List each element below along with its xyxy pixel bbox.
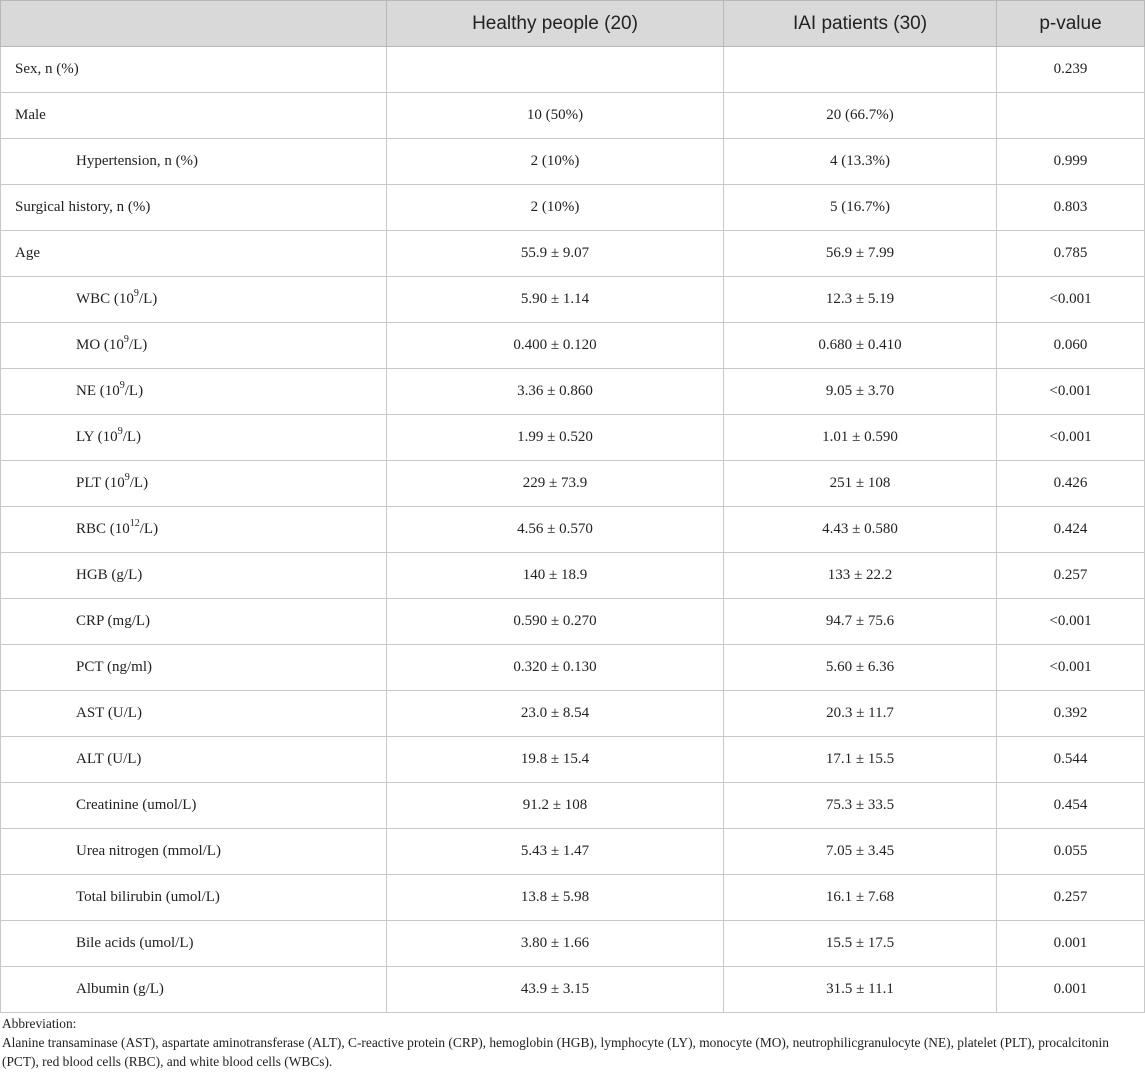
iai-value: 75.3 ± 33.5 [724, 783, 997, 829]
iai-value: 56.9 ± 7.99 [724, 231, 997, 277]
p-value: 0.803 [997, 185, 1145, 231]
p-value: 0.055 [997, 829, 1145, 875]
row-label [1, 323, 387, 369]
iai-value: 133 ± 22.2 [724, 553, 997, 599]
healthy-value: 23.0 ± 8.54 [387, 691, 724, 737]
header-p-value: p-value [997, 1, 1145, 47]
p-value: <0.001 [997, 599, 1145, 645]
label-superscript: 9 [117, 426, 123, 437]
label-superscript: 9 [123, 334, 129, 345]
table-row [1, 185, 1145, 231]
table-row [1, 231, 1145, 277]
healthy-value: 55.9 ± 9.07 [387, 231, 724, 277]
iai-value: 17.1 ± 15.5 [724, 737, 997, 783]
table-row [1, 47, 1145, 93]
row-label: Urea nitrogen (mmol/L) [1, 829, 387, 875]
iai-value: 12.3 ± 5.19 [724, 277, 997, 323]
label-text: LY (10 [76, 429, 118, 445]
iai-value: 94.7 ± 75.6 [724, 599, 997, 645]
iai-value: 20.3 ± 11.7 [724, 691, 997, 737]
label-unit: /L) [128, 337, 148, 353]
iai-value: 20 (66.7%) [724, 93, 997, 139]
row-label: Hypertension, n (%) [1, 139, 387, 185]
row-label [1, 277, 387, 323]
p-value: 0.001 [997, 921, 1145, 967]
healthy-value: 10 (50%) [387, 93, 724, 139]
label-unit: /L) [129, 475, 149, 491]
table-row [1, 507, 1145, 553]
p-value: 0.785 [997, 231, 1145, 277]
label-superscript: 9 [124, 472, 130, 483]
row-label: Total bilirubin (umol/L) [1, 875, 387, 921]
healthy-value: 0.320 ± 0.130 [387, 645, 724, 691]
iai-value: 5.60 ± 6.36 [724, 645, 997, 691]
label-superscript: 9 [119, 380, 125, 391]
healthy-value [387, 47, 724, 93]
table-row [1, 369, 1145, 415]
row-label: CRP (mg/L) [1, 599, 387, 645]
p-value: 0.257 [997, 875, 1145, 921]
header-healthy: Healthy people (20) [387, 1, 724, 47]
p-value: 0.392 [997, 691, 1145, 737]
table-row [1, 323, 1145, 369]
row-label: Albumin (g/L) [1, 967, 387, 1013]
healthy-value: 13.8 ± 5.98 [387, 875, 724, 921]
p-value: 0.060 [997, 323, 1145, 369]
iai-value: 9.05 ± 3.70 [724, 369, 997, 415]
p-value [997, 93, 1145, 139]
label-unit: /L) [124, 383, 144, 399]
iai-value: 16.1 ± 7.68 [724, 875, 997, 921]
row-label: Surgical history, n (%) [1, 185, 387, 231]
row-label: AST (U/L) [1, 691, 387, 737]
p-value: 0.454 [997, 783, 1145, 829]
p-value: 0.544 [997, 737, 1145, 783]
row-label [1, 461, 387, 507]
label-unit: /L) [138, 291, 158, 307]
header-iai: IAI patients (30) [724, 1, 997, 47]
healthy-value: 2 (10%) [387, 185, 724, 231]
header-variable [1, 1, 387, 47]
p-value: <0.001 [997, 277, 1145, 323]
table-footnote [0, 1014, 1140, 1071]
p-value: 0.257 [997, 553, 1145, 599]
iai-value: 4 (13.3%) [724, 139, 997, 185]
table-row [1, 599, 1145, 645]
iai-value: 31.5 ± 11.1 [724, 967, 997, 1013]
table-row [1, 967, 1145, 1013]
healthy-value: 2 (10%) [387, 139, 724, 185]
table-row [1, 93, 1145, 139]
label-superscript: 9 [133, 288, 139, 299]
table-row [1, 553, 1145, 599]
iai-value: 1.01 ± 0.590 [724, 415, 997, 461]
healthy-value: 3.36 ± 0.860 [387, 369, 724, 415]
label-text: RBC (10 [76, 521, 130, 537]
table-row [1, 875, 1145, 921]
label-text: PLT (10 [76, 475, 125, 491]
healthy-value: 5.90 ± 1.14 [387, 277, 724, 323]
label-unit: /L) [139, 521, 159, 537]
table-header-row [1, 1, 1145, 47]
p-value: 0.239 [997, 47, 1145, 93]
iai-value [724, 47, 997, 93]
healthy-value: 0.400 ± 0.120 [387, 323, 724, 369]
healthy-value: 5.43 ± 1.47 [387, 829, 724, 875]
row-label [1, 507, 387, 553]
row-label: Creatinine (umol/L) [1, 783, 387, 829]
footnote-title: Abbreviation: [2, 1016, 77, 1031]
table-row [1, 737, 1145, 783]
table-row [1, 645, 1145, 691]
p-value: <0.001 [997, 645, 1145, 691]
table-row [1, 829, 1145, 875]
row-label: HGB (g/L) [1, 553, 387, 599]
table-row [1, 783, 1145, 829]
p-value: 0.001 [997, 967, 1145, 1013]
row-label: Male [1, 93, 387, 139]
iai-value: 15.5 ± 17.5 [724, 921, 997, 967]
table-row [1, 691, 1145, 737]
healthy-value: 19.8 ± 15.4 [387, 737, 724, 783]
row-label: Sex, n (%) [1, 47, 387, 93]
row-label: Bile acids (umol/L) [1, 921, 387, 967]
table-row [1, 415, 1145, 461]
p-value: <0.001 [997, 369, 1145, 415]
p-value: 0.426 [997, 461, 1145, 507]
healthy-value: 229 ± 73.9 [387, 461, 724, 507]
row-label: Age [1, 231, 387, 277]
row-label [1, 369, 387, 415]
iai-value: 251 ± 108 [724, 461, 997, 507]
iai-value: 0.680 ± 0.410 [724, 323, 997, 369]
p-value: <0.001 [997, 415, 1145, 461]
table-row [1, 277, 1145, 323]
healthy-value: 140 ± 18.9 [387, 553, 724, 599]
healthy-value: 3.80 ± 1.66 [387, 921, 724, 967]
table-row [1, 461, 1145, 507]
healthy-value: 4.56 ± 0.570 [387, 507, 724, 553]
footnote-text: Alanine transaminase (AST), aspartate aminotransferase (ALT), C-reactive protein (CRP), hemoglobin (HGB), lymphocyte (LY), monocyte (MO), neutrophilicgranulocyte (NE), platelet (PLT), procalcitonin (PCT), red blood cells (RBC), and white blood cells (WBCs). [2, 1035, 1109, 1069]
row-label: ALT (U/L) [1, 737, 387, 783]
label-text: NE (10 [76, 383, 120, 399]
label-superscript: 12 [129, 518, 140, 529]
iai-value: 7.05 ± 3.45 [724, 829, 997, 875]
healthy-value: 0.590 ± 0.270 [387, 599, 724, 645]
table-row [1, 921, 1145, 967]
table-row [1, 139, 1145, 185]
p-value: 0.999 [997, 139, 1145, 185]
healthy-value: 1.99 ± 0.520 [387, 415, 724, 461]
label-unit: /L) [122, 429, 142, 445]
healthy-value: 91.2 ± 108 [387, 783, 724, 829]
p-value: 0.424 [997, 507, 1145, 553]
row-label: PCT (ng/ml) [1, 645, 387, 691]
label-text: MO (10 [76, 337, 124, 353]
healthy-value: 43.9 ± 3.15 [387, 967, 724, 1013]
row-label [1, 415, 387, 461]
label-text: WBC (10 [76, 291, 134, 307]
iai-value: 4.43 ± 0.580 [724, 507, 997, 553]
iai-value: 5 (16.7%) [724, 185, 997, 231]
